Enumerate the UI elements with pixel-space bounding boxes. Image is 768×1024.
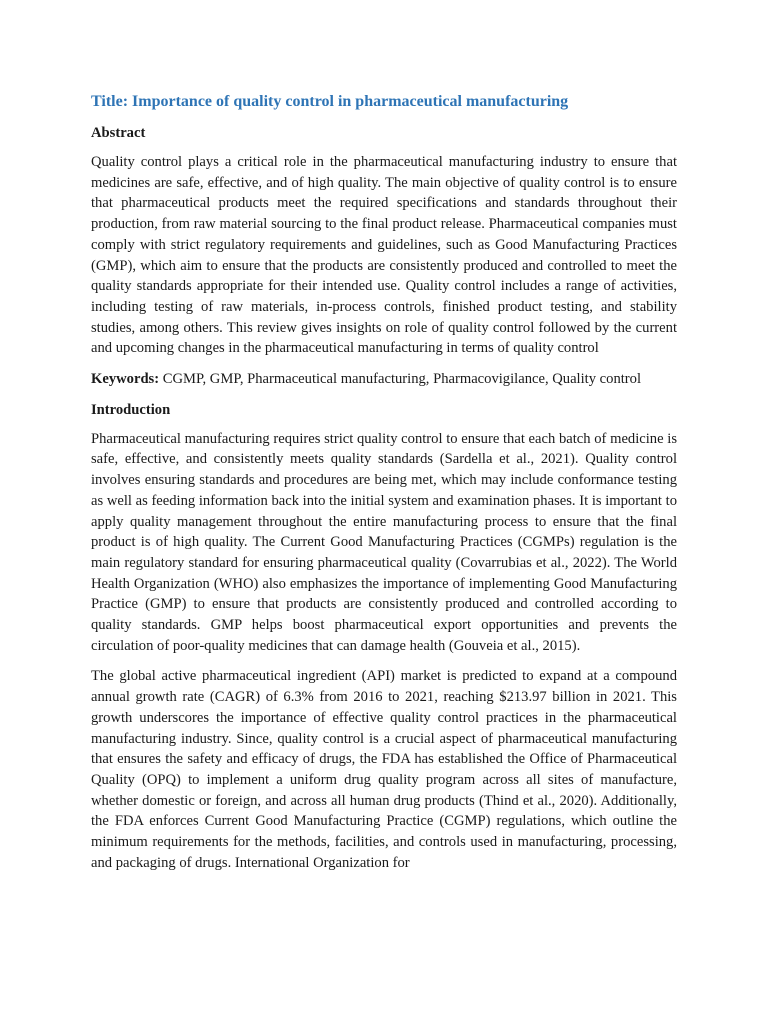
document-title: Title: Importance of quality control in pharmaceutical manufacturing [91, 93, 569, 110]
abstract-heading: Abstract [91, 125, 146, 141]
keywords-label: Keywords: [91, 371, 160, 388]
abstract-paragraph: Quality control plays a critical role in the pharmaceutical manufacturing industry to ensure that medicines are safe, effective, and of high quality. The main objective of quality control is to ensure that pharmaceutical products meet the required specifications and standards throughout their production, from raw material sourcing to the final product release. Pharmaceutical companies must comply with strict regulatory requirements and guidelines, such as Good Manufacturing Practices (GMP), which aim to ensure that the products are consistently produced and controlled to meet the quality standards appropriate for their intended use. Quality control includes a range of activities, including testing of raw materials, in-process controls, finished product testing, and stability studies, among others. This review gives insights on role of quality control followed by the current and upcoming changes in the pharmaceutical manufacturing in terms of quality control [91, 154, 677, 357]
intro-paragraph-1: Pharmaceutical manufacturing requires strict quality control to ensure that each batch of medicine is safe, effective, and consistently meets quality standards (Sardella et al., 2021). Quality control involves ensuring standards and procedures are being met, which may include conformance testing as well as feeding information back into the initial system and examination phases. It is important to apply quality management throughout the entire manufacturing process to ensure that the final product is of high quality. The Current Good Manufacturing Practices (CGMPs) regulation is the main regulatory standard for ensuring pharmaceutical quality (Covarrubias et al., 2022). The World Health Organization (WHO) also emphasizes the importance of implementing Good Manufacturing Practice (GMP) to ensure that products are consistently produced and controlled according to quality standards. GMP helps boost pharmaceutical export opportunities and prevents the circulation of poor-quality medicines that can damage health (Gouveia et al., 2015). [91, 430, 677, 654]
introduction-heading: Introduction [91, 401, 171, 418]
keywords-text: CGMP, GMP, Pharmaceutical manufacturing, Pharmacovigilance, Quality control [159, 371, 642, 388]
document-page [91, 91, 677, 884]
intro-paragraph-2: The global active pharmaceutical ingredient (API) market is predicted to expand at a compound annual growth rate (CAGR) of 6.3% from 2016 to 2021, reaching $213.97 billion in 2021. This growth underscores the importance of effective quality control practices in the pharmaceutical manufacturing industry. Since, quality control is a crucial aspect of pharmaceutical manufacturing that ensures the safety and efficacy of drugs, the FDA has established the Office of Pharmaceutical Quality (OPQ) to implement a uniform drug quality program across all sites of manufacture, whether domestic or foreign, and across all human drug products (Thind et al., 2020). Additionally, the FDA enforces Current Good Manufacturing Practice (CGMP) regulations, which outline the minimum requirements for the methods, facilities, and controls used in manufacturing, processing, and packaging of drugs. International Organization for [91, 668, 677, 871]
keywords-line [91, 369, 677, 390]
